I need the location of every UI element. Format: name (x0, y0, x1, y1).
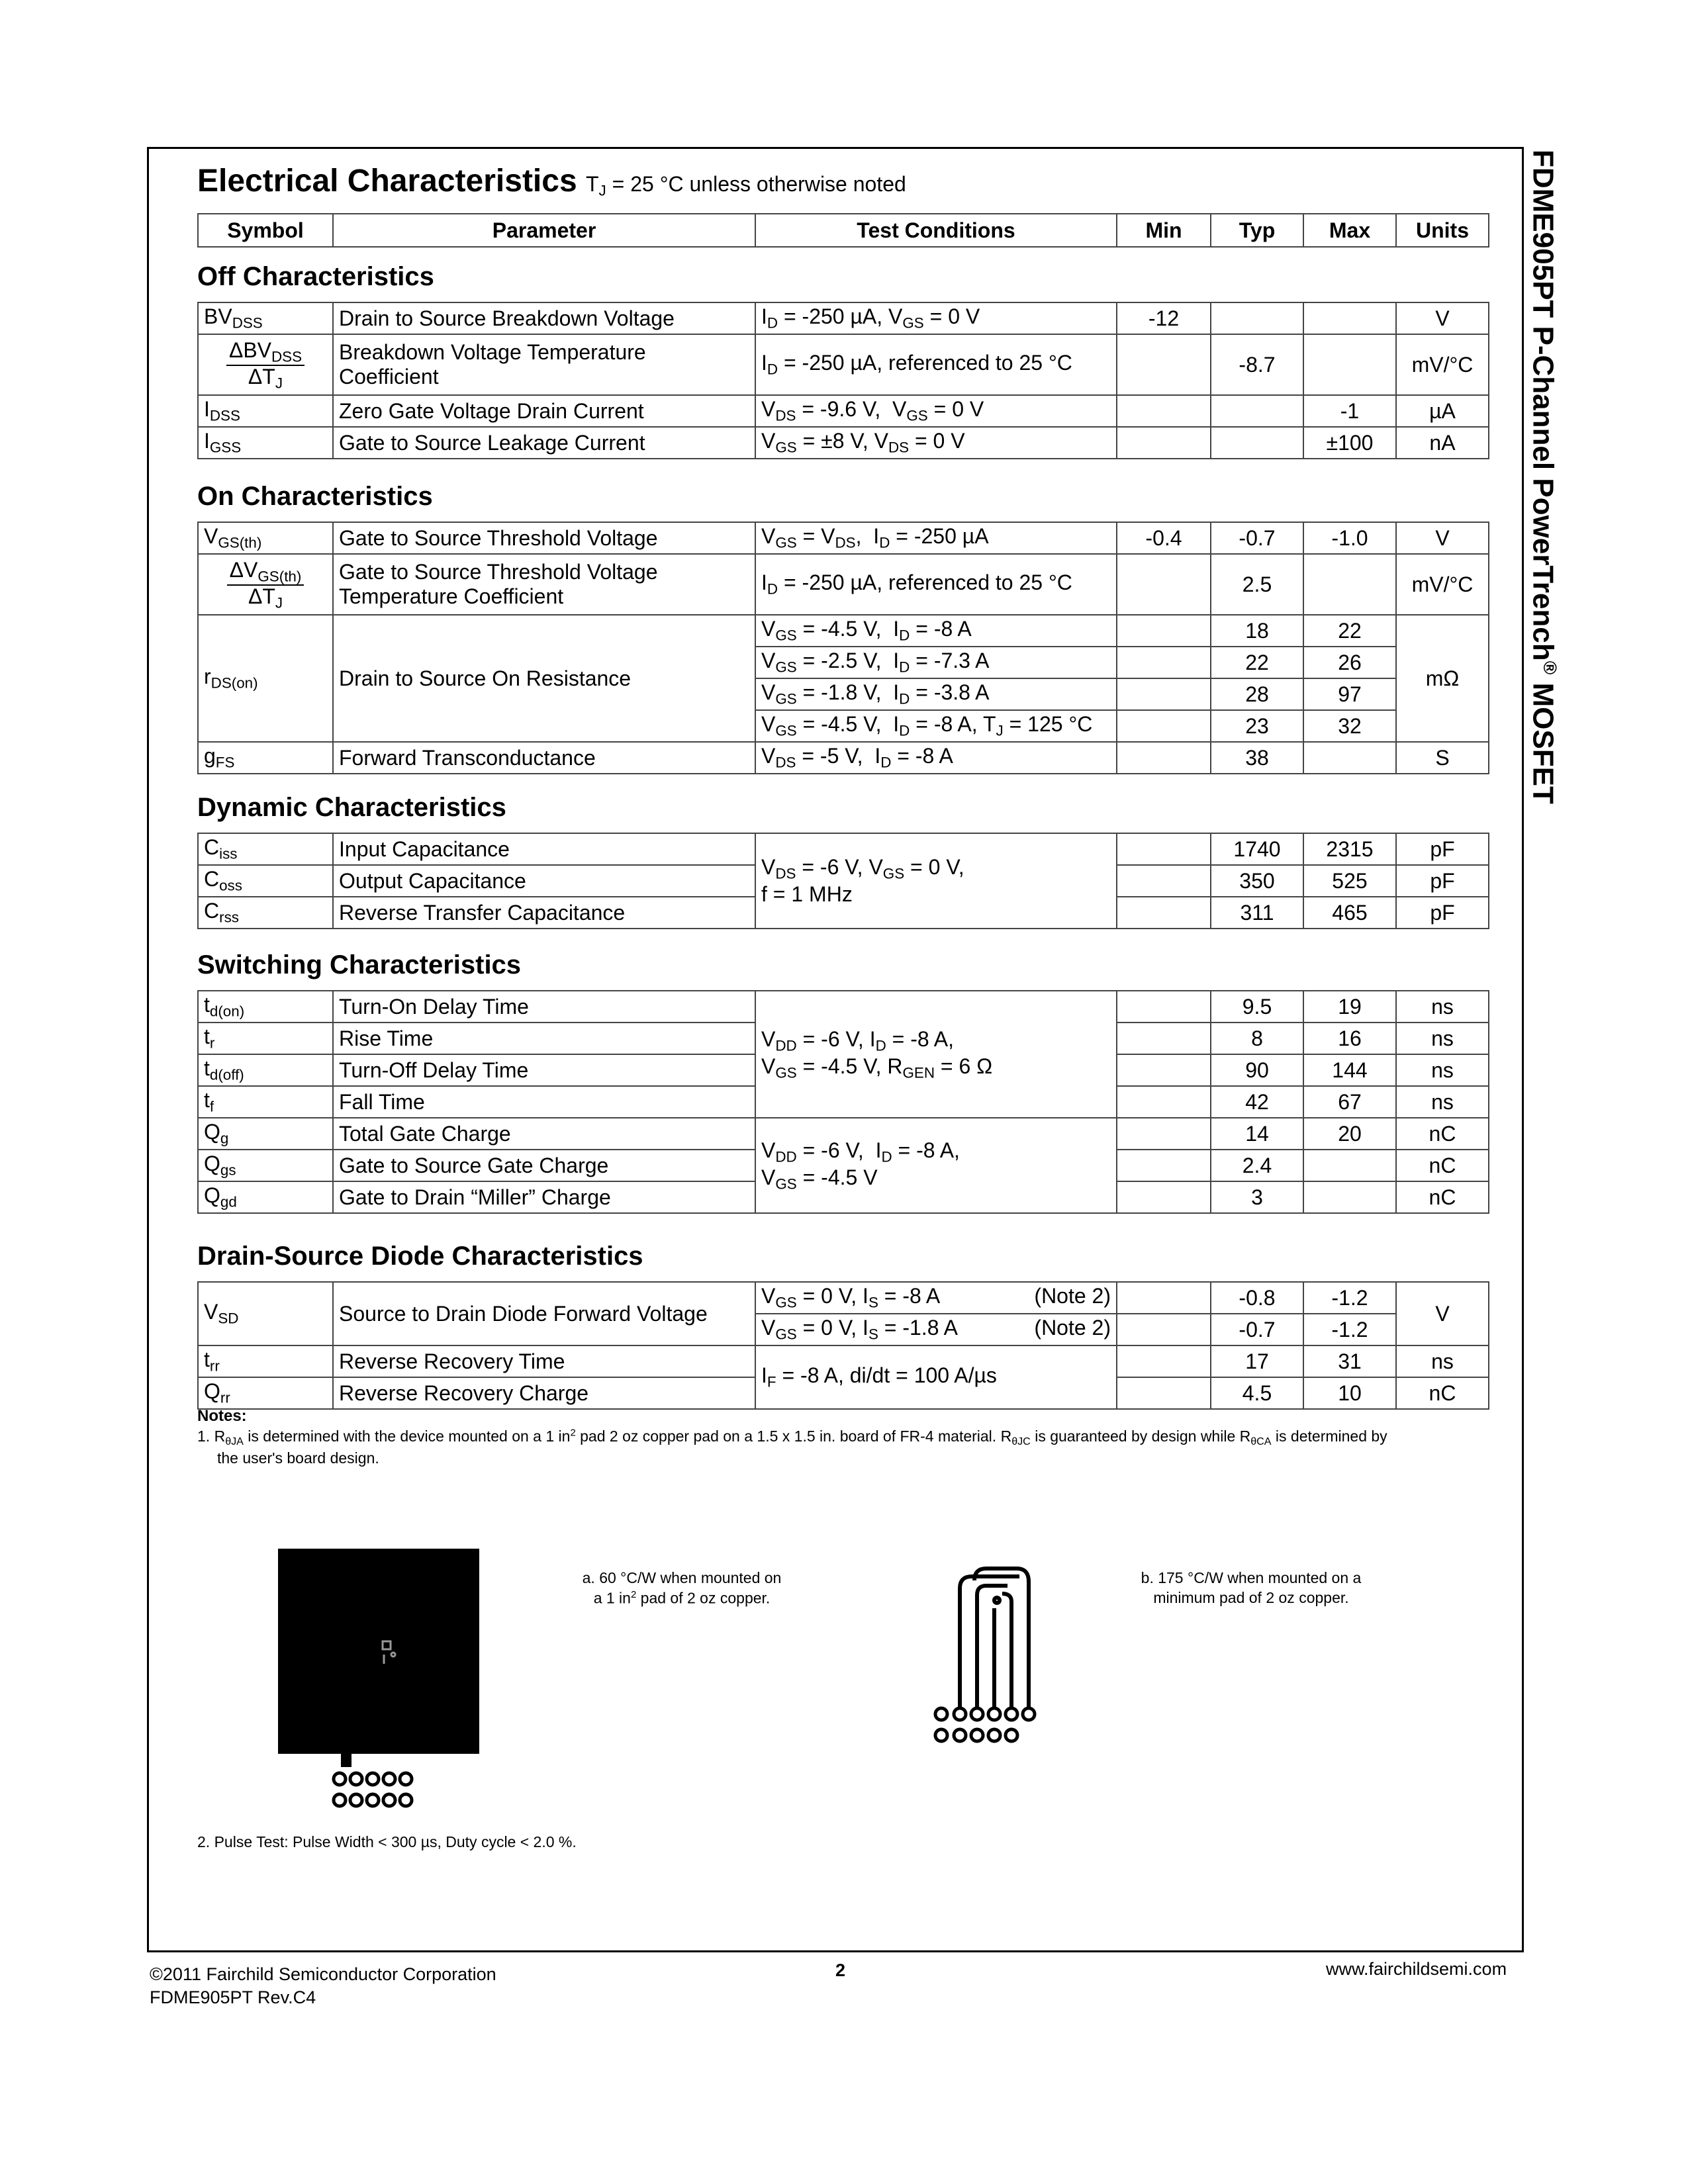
table-switching (197, 990, 1489, 1214)
conditions-cell: $V_{GS} = -4.5$ V, $I_D = -8$ A, $T_J = 125$ °C (755, 710, 1117, 742)
max-cell (1303, 554, 1396, 615)
table-row (198, 522, 1489, 554)
conditions-cell: $V_{GS} = 0$ V, $I_S = -8$ A (Note 2) (755, 1282, 1117, 1314)
table-on (197, 522, 1489, 774)
footer-website[interactable]: www.fairchildsemi.com (1326, 1959, 1507, 1979)
units-cell: µA (1396, 395, 1489, 427)
min-cell (1117, 1377, 1211, 1409)
min-cell (1117, 742, 1211, 774)
min-cell (1117, 1282, 1211, 1314)
typ-cell: 23 (1211, 710, 1303, 742)
min-cell (1117, 678, 1211, 710)
table-row (198, 615, 1489, 647)
copper-pad-figure-b (920, 1542, 1053, 1760)
max-cell (1303, 1181, 1396, 1213)
note-1: 1. $R_{\theta JA}$ is determined with the device mounted on a 1 $in^2$ pad 2 oz copper pad on a 1.5 x 1.5 in. board of FR-4 material. $R_{\theta JC}$ is guaranteed by design while $R_{\theta CA}$ is determined by (197, 1427, 1387, 1447)
conditions-cell: $V_{GS} = 0$ V, $I_S = -1.8$ A (Note 2) (755, 1314, 1117, 1345)
note-2: 2. Pulse Test: Pulse Width < 300 µs, Duty cycle < 2.0 %. (197, 1833, 577, 1850)
units-cell: nC (1396, 1181, 1489, 1213)
param-cell: Zero Gate Voltage Drain Current (333, 395, 755, 427)
param-cell: Rise Time (333, 1023, 755, 1054)
table-row (198, 833, 1489, 865)
max-cell: 31 (1303, 1345, 1396, 1377)
min-cell (1117, 1314, 1211, 1345)
units-cell: nA (1396, 427, 1489, 459)
max-cell: 2315 (1303, 833, 1396, 865)
typ-cell (1211, 427, 1303, 459)
min-cell (1117, 334, 1211, 395)
param-cell: Drain to Source On Resistance (333, 615, 755, 742)
symbol-tr: $t_r$ (198, 1023, 333, 1054)
param-cell: Output Capacitance (333, 865, 755, 897)
max-cell: 26 (1303, 647, 1396, 678)
symbol-qgs: $Q_{gs}$ (198, 1150, 333, 1181)
param-cell: Turn-On Delay Time (333, 991, 755, 1023)
min-cell (1117, 897, 1211, 929)
param-cell: Drain to Source Breakdown Voltage (333, 302, 755, 334)
symbol-tdon: $t_{d(on)}$ (198, 991, 333, 1023)
conditions-cell: $V_{GS} = V_{DS}$, $I_D = -250$ µA (755, 522, 1117, 554)
header-symbol: Symbol (198, 214, 333, 247)
symbol-qgd: $Q_{gd}$ (198, 1181, 333, 1213)
typ-cell: 8 (1211, 1023, 1303, 1054)
units-cell: mV/°C (1396, 554, 1489, 615)
symbol-bvdss: $BV_{DSS}$ (198, 302, 333, 334)
typ-cell: 4.5 (1211, 1377, 1303, 1409)
page-number: 2 (835, 1960, 846, 1980)
max-cell: 19 (1303, 991, 1396, 1023)
units-cell: mV/°C (1396, 334, 1489, 395)
units-cell: nC (1396, 1118, 1489, 1150)
typ-cell: 2.4 (1211, 1150, 1303, 1181)
max-cell: 97 (1303, 678, 1396, 710)
typ-cell: 18 (1211, 615, 1303, 647)
table-row (198, 1282, 1489, 1314)
min-cell (1117, 1086, 1211, 1118)
section-off-title: Off Characteristics (197, 262, 434, 291)
param-cell: Gate to Source Leakage Current (333, 427, 755, 459)
typ-cell: 14 (1211, 1118, 1303, 1150)
symbol-qrr: $Q_{rr}$ (198, 1377, 333, 1409)
min-cell (1117, 833, 1211, 865)
conditions-cell: $I_D = -250$ µA, referenced to 25 °C (755, 554, 1117, 615)
max-cell: 22 (1303, 615, 1396, 647)
section-switching-title: Switching Characteristics (197, 950, 522, 979)
param-cell: Gate to Source Gate Charge (333, 1150, 755, 1181)
max-cell (1303, 742, 1396, 774)
page-title: Electrical Characteristics $T_J = 25$ °C unless otherwise noted (197, 163, 906, 199)
min-cell (1117, 554, 1211, 615)
units-cell: V (1396, 522, 1489, 554)
header-max: Max (1303, 214, 1396, 247)
typ-cell: 2.5 (1211, 554, 1303, 615)
symbol-tf: $t_f$ (198, 1086, 333, 1118)
min-cell (1117, 427, 1211, 459)
table-row (198, 991, 1489, 1023)
param-cell: Reverse Recovery Time (333, 1345, 755, 1377)
caption-figure-a: a. 60 °C/W when mounted on a 1 $in^2$ pad of 2 oz copper. (582, 1569, 782, 1607)
typ-cell: 17 (1211, 1345, 1303, 1377)
symbol-coss: $C_{oss}$ (198, 865, 333, 897)
max-cell: -1.0 (1303, 522, 1396, 554)
units-cell: ns (1396, 1086, 1489, 1118)
table-dynamic (197, 833, 1489, 929)
header-units: Units (1396, 214, 1489, 247)
param-cell: Turn-Off Delay Time (333, 1054, 755, 1086)
max-cell: 67 (1303, 1086, 1396, 1118)
conditions-cell: $I_D = -250$ µA, $V_{GS} = 0$ V (755, 302, 1117, 334)
notes-label: Notes: (197, 1407, 247, 1425)
param-cell: Reverse Recovery Charge (333, 1377, 755, 1409)
units-cell: S (1396, 742, 1489, 774)
max-cell (1303, 302, 1396, 334)
section-dynamic-title: Dynamic Characteristics (197, 793, 506, 822)
min-cell (1117, 647, 1211, 678)
typ-cell: 350 (1211, 865, 1303, 897)
units-cell: mΩ (1396, 615, 1489, 742)
param-cell: Total Gate Charge (333, 1118, 755, 1150)
symbol-bv-coef: $\frac{\Delta BV_{DSS}}{\Delta T_J}$ (198, 334, 333, 395)
units-cell: ns (1396, 1023, 1489, 1054)
conditions-cell: $V_{DS} = -6$ V, $V_{GS} = 0$ V, f = 1 MHz (755, 833, 1117, 929)
copper-pad-figure-a (271, 1542, 490, 1820)
conditions-cell: $V_{GS} = -2.5$ V, $I_D = -7.3$ A (755, 647, 1117, 678)
typ-cell: 9.5 (1211, 991, 1303, 1023)
conditions-cell: $V_{DS} = -5$ V, $I_D = -8$ A (755, 742, 1117, 774)
max-cell: 144 (1303, 1054, 1396, 1086)
table-diode (197, 1281, 1489, 1410)
max-cell: -1.2 (1303, 1282, 1396, 1314)
header-conditions: Test Conditions (755, 214, 1117, 247)
min-cell (1117, 395, 1211, 427)
symbol-tdoff: $t_{d(off)}$ (198, 1054, 333, 1086)
conditions-cell: $I_F = -8$ A, di/dt = 100 A/µs (755, 1345, 1117, 1409)
min-cell (1117, 1054, 1211, 1086)
param-cell: Forward Transconductance (333, 742, 755, 774)
min-cell (1117, 1150, 1211, 1181)
units-cell: ns (1396, 1054, 1489, 1086)
max-cell: 465 (1303, 897, 1396, 929)
min-cell (1117, 1181, 1211, 1213)
typ-cell: 38 (1211, 742, 1303, 774)
conditions-cell: $V_{GS} = \pm 8$ V, $V_{DS} = 0$ V (755, 427, 1117, 459)
symbol-qg: $Q_g$ (198, 1118, 333, 1150)
max-cell (1303, 1150, 1396, 1181)
min-cell (1117, 1118, 1211, 1150)
param-cell: Gate to Source Threshold Voltage (333, 522, 755, 554)
param-cell: Reverse Transfer Capacitance (333, 897, 755, 929)
typ-cell: -0.7 (1211, 1314, 1303, 1345)
max-cell: ±100 (1303, 427, 1396, 459)
table-row (198, 395, 1489, 427)
units-cell: ns (1396, 991, 1489, 1023)
min-cell: -0.4 (1117, 522, 1211, 554)
symbol-vgsth: $V_{GS(th)}$ (198, 522, 333, 554)
conditions-cell: $V_{GS} = -1.8$ V, $I_D = -3.8$ A (755, 678, 1117, 710)
symbol-vgsth-coef: $\frac{\Delta V_{GS(th)}}{\Delta T_J}$ (198, 554, 333, 615)
symbol-rdson: $r_{DS(on)}$ (198, 615, 333, 742)
section-diode-title: Drain-Source Diode Characteristics (197, 1242, 643, 1271)
units-cell: nC (1396, 1150, 1489, 1181)
table-row (198, 302, 1489, 334)
side-title: FDME905PT P-Channel PowerTrench® MOSFET (1526, 150, 1560, 804)
header-parameter: Parameter (333, 214, 755, 247)
typ-cell (1211, 395, 1303, 427)
min-cell (1117, 1023, 1211, 1054)
units-cell: pF (1396, 897, 1489, 929)
max-cell: -1.2 (1303, 1314, 1396, 1345)
min-cell (1117, 710, 1211, 742)
units-cell: V (1396, 1282, 1489, 1345)
header-min: Min (1117, 214, 1211, 247)
max-cell: 10 (1303, 1377, 1396, 1409)
note-1-cont: the user's board design. (217, 1449, 379, 1467)
notes-block (197, 1406, 1488, 1468)
table-row (198, 554, 1489, 615)
typ-cell: -0.7 (1211, 522, 1303, 554)
typ-cell: 42 (1211, 1086, 1303, 1118)
param-cell: Input Capacitance (333, 833, 755, 865)
symbol-vsd: $V_{SD}$ (198, 1282, 333, 1345)
units-cell: V (1396, 302, 1489, 334)
typ-cell: 3 (1211, 1181, 1303, 1213)
conditions-cell: $V_{DD} = -6$ V, $I_D = -8$ A, $V_{GS} = -4.5$ V, $R_{GEN} = 6$ Ω (755, 991, 1117, 1118)
max-cell: -1 (1303, 395, 1396, 427)
header-typ: Typ (1211, 214, 1303, 247)
table-row (198, 427, 1489, 459)
max-cell: 525 (1303, 865, 1396, 897)
table-row (198, 334, 1489, 395)
symbol-ciss: $C_{iss}$ (198, 833, 333, 865)
param-cell: Gate to Source Threshold Voltage Temperature Coefficient (333, 554, 755, 615)
units-cell: ns (1396, 1345, 1489, 1377)
section-on-title: On Characteristics (197, 482, 433, 511)
units-cell: nC (1396, 1377, 1489, 1409)
max-cell: 20 (1303, 1118, 1396, 1150)
symbol-idss: $I_{DSS}$ (198, 395, 333, 427)
symbol-crss: $C_{rss}$ (198, 897, 333, 929)
min-cell (1117, 991, 1211, 1023)
max-cell: 32 (1303, 710, 1396, 742)
units-cell: pF (1396, 833, 1489, 865)
footer-revision: FDME905PT Rev.C4 (150, 1987, 316, 2008)
table-row (198, 1118, 1489, 1150)
table-row (198, 742, 1489, 774)
typ-cell: -8.7 (1211, 334, 1303, 395)
min-cell (1117, 615, 1211, 647)
footer-left (150, 1963, 496, 2009)
table-row (198, 1345, 1489, 1377)
table-header (197, 213, 1489, 248)
typ-cell: 22 (1211, 647, 1303, 678)
typ-cell: 28 (1211, 678, 1303, 710)
caption-figure-b: b. 175 °C/W when mounted on a minimum pad of 2 oz copper. (1141, 1569, 1362, 1606)
units-cell: pF (1396, 865, 1489, 897)
typ-cell: 90 (1211, 1054, 1303, 1086)
typ-cell: 1740 (1211, 833, 1303, 865)
footer-copyright: ©2011 Fairchild Semiconductor Corporation (150, 1964, 496, 1984)
min-cell: -12 (1117, 302, 1211, 334)
param-cell: Fall Time (333, 1086, 755, 1118)
symbol-trr: $t_{rr}$ (198, 1345, 333, 1377)
typ-cell: 311 (1211, 897, 1303, 929)
conditions-cell: $V_{DD} = -6$ V, $I_D = -8$ A, $V_{GS} = -4.5$ V (755, 1118, 1117, 1213)
param-cell: Gate to Drain “Miller” Charge (333, 1181, 755, 1213)
min-cell (1117, 865, 1211, 897)
max-cell: 16 (1303, 1023, 1396, 1054)
symbol-igss: $I_{GSS}$ (198, 427, 333, 459)
param-cell: Breakdown Voltage Temperature Coefficient (333, 334, 755, 395)
min-cell (1117, 1345, 1211, 1377)
symbol-gfs: $g_{FS}$ (198, 742, 333, 774)
conditions-cell: $V_{DS} = -9.6$ V, $V_{GS} = 0$ V (755, 395, 1117, 427)
table-off (197, 302, 1489, 459)
conditions-cell: $I_D = -250$ µA, referenced to 25 °C (755, 334, 1117, 395)
conditions-cell: $V_{GS} = -4.5$ V, $I_D = -8$ A (755, 615, 1117, 647)
param-cell: Source to Drain Diode Forward Voltage (333, 1282, 755, 1345)
typ-cell (1211, 302, 1303, 334)
typ-cell: -0.8 (1211, 1282, 1303, 1314)
max-cell (1303, 334, 1396, 395)
